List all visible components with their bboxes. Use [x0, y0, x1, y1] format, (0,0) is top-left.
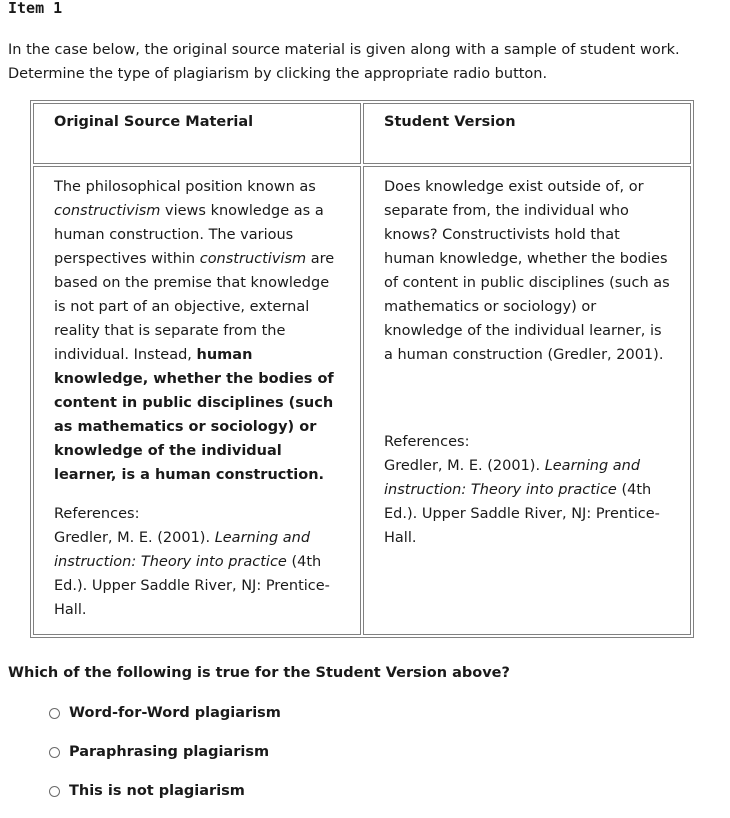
option-word-for-word[interactable] [49, 701, 281, 725]
option-label[interactable]: This is not plagiarism [69, 783, 245, 799]
comparison-table [30, 100, 694, 638]
original-source-text: The philosophical position known as constructivism views knowledge as a human construction. The various perspectives within constructivism are based on the premise that knowledge is not part of an objective, external reality that is separate from the individual. Instead, human knowledge, whether the bodies of content in public disciplines (such as mathematics or sociology) or knowledge of the individual learner, is a human construction. [54, 179, 335, 483]
references-label: References: [384, 434, 470, 450]
question-text: Which of the following is true for the Student Version above? [8, 665, 510, 681]
student-version-cell [363, 166, 691, 635]
header-student: Student Version [363, 103, 691, 164]
original-source-cell [33, 166, 361, 635]
option-not-plagiarism[interactable] [49, 779, 245, 803]
radio-button[interactable] [49, 786, 60, 797]
radio-button[interactable] [49, 747, 60, 758]
table-header-row [33, 103, 691, 164]
highlighted-passage: human knowledge, whether the bodies of content in public disciplines (such as mathematics or sociology) or knowledge of the individual learner, is a human construction. [54, 347, 334, 483]
item-title: Item 1 [8, 0, 63, 17]
option-paraphrasing[interactable] [49, 740, 269, 764]
radio-button[interactable] [49, 708, 60, 719]
table-content-row [33, 166, 691, 635]
original-references: References: Gredler, M. E. (2001). Learning and instruction: Theory into practice (4th Ed.). Upper Saddle River, NJ: Prentice-Hall. [54, 506, 330, 618]
student-references: References: Gredler, M. E. (2001). Learning and instruction: Theory into practice (4th Ed.). Upper Saddle River, NJ: Prentice-Hall. [384, 434, 660, 546]
header-original: Original Source Material [33, 103, 361, 164]
student-version-text: Does knowledge exist outside of, or separate from, the individual who knows? Constructivists hold that human knowledge, whether the bodies of content in public disciplines (such as mathematics or sociology) or knowledge of the individual learner, is a human construction (Gredler, 2001). [384, 179, 670, 363]
option-label[interactable]: Word-for-Word plagiarism [69, 705, 281, 721]
option-label[interactable]: Paraphrasing plagiarism [69, 744, 270, 760]
instructions-text: In the case below, the original source material is given along with a sample of student work. Determine the type of plagiarism by clicking the appropriate radio button. [8, 42, 680, 82]
references-label: References: [54, 506, 140, 522]
